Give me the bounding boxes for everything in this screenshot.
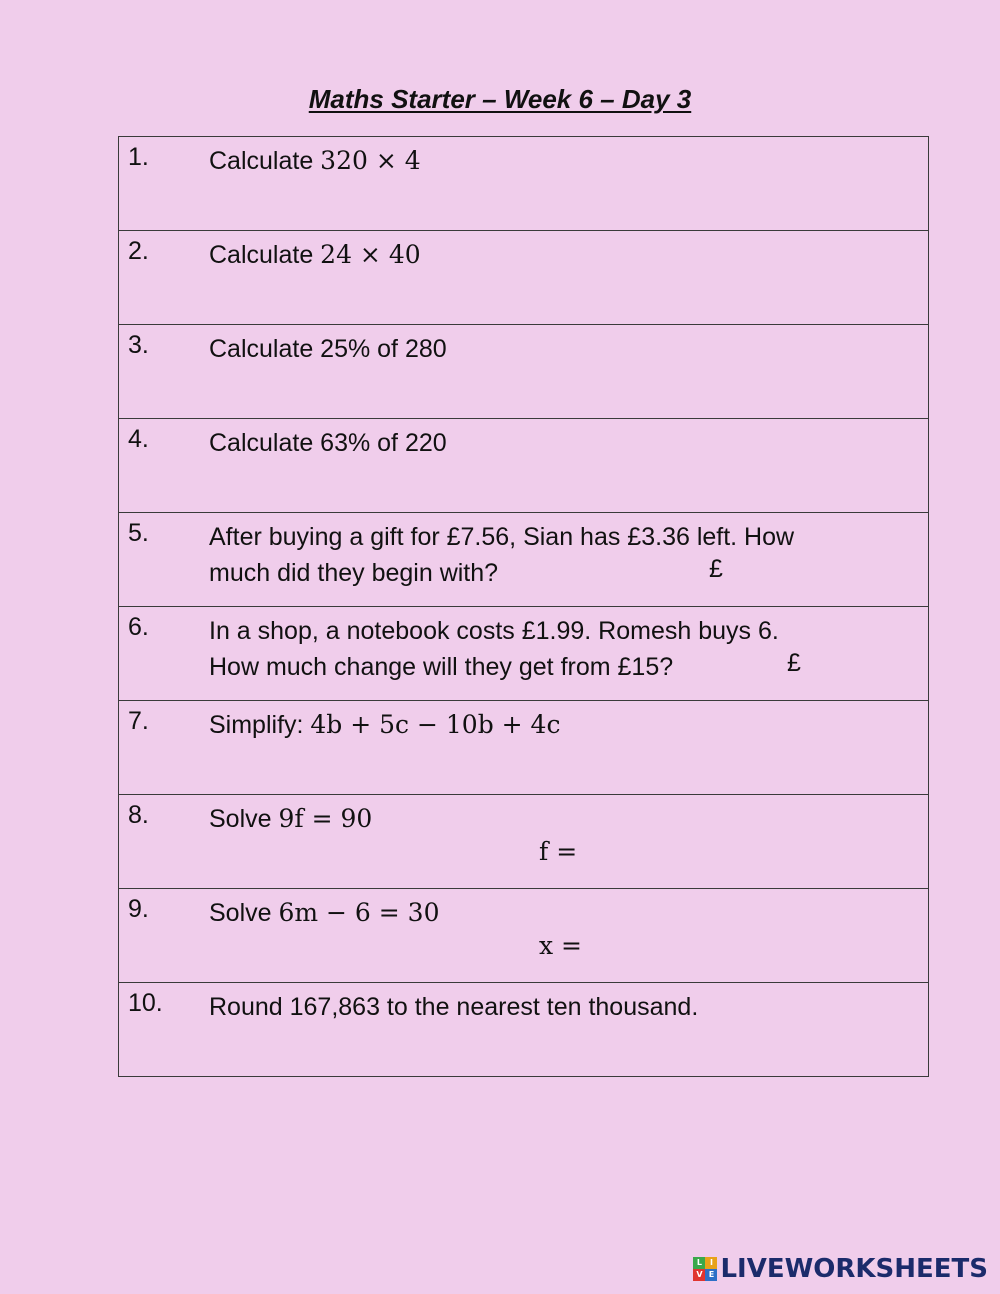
answer-variable: f = [539,837,578,866]
question-number: 7. [128,707,149,735]
question-number: 2. [128,237,149,265]
question-row [119,983,929,1077]
question-row [119,419,929,513]
question-text: Solve 6m − 6 = 30 [209,898,440,927]
question-number: 8. [128,801,149,829]
question-row [119,325,929,419]
question-row [119,701,929,795]
question-text [209,519,909,591]
question-row [119,137,929,231]
question-text: Round 167,863 to the nearest ten thousand. [209,993,699,1021]
logo-tile: E [705,1269,717,1281]
question-line: In a shop, a notebook costs £1.99. Romesh buys 6. [209,617,779,645]
math-expression: 24 × 40 [320,240,421,269]
logo-mark-icon [693,1257,717,1281]
logo-tile: L [693,1257,705,1269]
answer-variable: x = [539,931,582,960]
liveworksheets-logo [693,1254,988,1284]
answer-prefix: £ [787,649,801,677]
question-number: 10. [128,989,163,1017]
question-row [119,795,929,889]
question-text [209,613,909,685]
math-expression: 9f = 90 [278,804,373,833]
math-expression: 6m − 6 = 30 [278,898,440,927]
question-line: After buying a gift for £7.56, Sian has £3.36 left. How [209,523,795,551]
question-line: How much change will they get from £15? [209,653,674,681]
answer-prefix: £ [709,555,723,583]
question-row [119,231,929,325]
question-number: 4. [128,425,149,453]
page-title: Maths Starter – Week 6 – Day 3 [308,84,692,114]
question-text: Calculate 24 × 40 [209,240,421,269]
question-row [119,889,929,983]
question-line: much did they begin with? [209,559,499,587]
question-number: 3. [128,331,149,359]
question-number: 6. [128,613,149,641]
question-row [119,513,929,607]
question-text: Calculate 25% of 280 [209,335,447,363]
question-text: Simplify: 4b + 5c − 10b + 4c [209,710,561,739]
question-number: 9. [128,895,149,923]
logo-tile: I [705,1257,717,1269]
math-expression: 4b + 5c − 10b + 4c [310,710,561,739]
question-text: Solve 9f = 90 [209,804,373,833]
question-number: 1. [128,143,149,171]
logo-tile: V [693,1269,705,1281]
question-text: Calculate 320 × 4 [209,146,421,175]
logo-text: LIVEWORKSHEETS [720,1254,988,1284]
questions-table [118,136,929,1077]
math-expression: 320 × 4 [320,146,421,175]
question-row [119,607,929,701]
question-text: Calculate 63% of 220 [209,429,447,457]
question-number: 5. [128,519,149,547]
